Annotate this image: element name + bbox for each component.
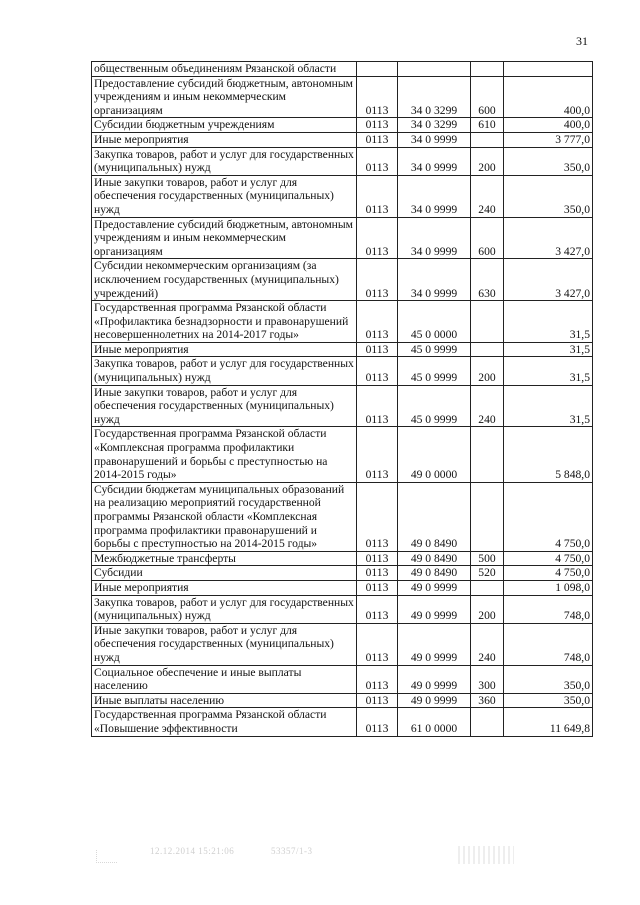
page-number: 31 [576, 34, 588, 48]
cell-target-article: 49 0 8490 [398, 482, 471, 551]
cell-name: Государственная программа Рязанской области «Повышение эффективности [92, 708, 357, 736]
cell-name: Социальное обеспечение и иные выплаты населению [92, 665, 357, 693]
cell-name: Иные мероприятия [92, 132, 357, 147]
cell-name: Иные мероприятия [92, 580, 357, 595]
cell-target-article: 49 0 8490 [398, 551, 471, 566]
table-row [92, 357, 593, 385]
cell-name: Государственная программа Рязанской области «Комплексная программа профилактики правонарушений и борьбы с преступностью на 2014-2015 годы» [92, 427, 357, 482]
cell-expense-type: 240 [471, 175, 504, 217]
table-row [92, 427, 593, 482]
cell-section: 0113 [357, 693, 398, 708]
cell-expense-type: 200 [471, 147, 504, 175]
cell-name: Субсидии некоммерческим организациям (за исключением государственных (муниципальных) учреждений) [92, 259, 357, 301]
cell-expense-type: 600 [471, 76, 504, 118]
cell-target-article: 34 0 9999 [398, 132, 471, 147]
cell-amount: 31,5 [504, 301, 593, 343]
cell-name: Государственная программа Рязанской области «Профилактика безнадзорности и правонарушений несовершеннолетних на 2014-2017 годы» [92, 301, 357, 343]
cell-target-article: 34 0 9999 [398, 217, 471, 259]
cell-name: общественным объединениям Рязанской области [92, 62, 357, 77]
cell-name: Предоставление субсидий бюджетным, автономным учреждениям и иным некоммерческим организациям [92, 76, 357, 118]
cell-expense-type [471, 427, 504, 482]
cell-amount: 748,0 [504, 595, 593, 623]
cell-expense-type: 200 [471, 357, 504, 385]
cell-section: 0113 [357, 551, 398, 566]
cell-target-article: 49 0 9999 [398, 580, 471, 595]
budget-table-body [92, 62, 593, 737]
cell-section: 0113 [357, 76, 398, 118]
cell-expense-type [471, 132, 504, 147]
cell-name: Иные мероприятия [92, 342, 357, 357]
footer-stamp [150, 846, 347, 856]
cell-target-article: 45 0 9999 [398, 342, 471, 357]
cell-target-article [398, 62, 471, 77]
cell-name: Предоставление субсидий бюджетным, автономным учреждениям и иным некоммерческим организациям [92, 217, 357, 259]
cell-name: Субсидии бюджетам муниципальных образований на реализацию мероприятий государственной программы Рязанской области «Комплексная программа профилактики правонарушений и борьбы с преступностью на 2014-2015 годы» [92, 482, 357, 551]
cell-amount: 31,5 [504, 385, 593, 427]
table-row [92, 580, 593, 595]
cell-name: Субсидии [92, 566, 357, 581]
cell-expense-type: 300 [471, 665, 504, 693]
cell-expense-type: 240 [471, 623, 504, 665]
cell-section: 0113 [357, 118, 398, 133]
cell-amount: 3 777,0 [504, 132, 593, 147]
cell-section: 0113 [357, 427, 398, 482]
cell-section: 0113 [357, 482, 398, 551]
table-row [92, 708, 593, 736]
table-row [92, 301, 593, 343]
cell-target-article: 34 0 9999 [398, 175, 471, 217]
table-row [92, 76, 593, 118]
table-row [92, 342, 593, 357]
cell-amount [504, 62, 593, 77]
margin-mark-left [96, 850, 117, 863]
cell-amount: 350,0 [504, 147, 593, 175]
cell-target-article: 34 0 9999 [398, 259, 471, 301]
cell-expense-type: 200 [471, 595, 504, 623]
table-row [92, 62, 593, 77]
cell-name: Межбюджетные трансферты [92, 551, 357, 566]
cell-target-article: 49 0 0000 [398, 427, 471, 482]
table-row [92, 147, 593, 175]
cell-section: 0113 [357, 357, 398, 385]
table-row [92, 665, 593, 693]
cell-target-article: 61 0 0000 [398, 708, 471, 736]
cell-section: 0113 [357, 342, 398, 357]
cell-section: 0113 [357, 132, 398, 147]
table-row [92, 551, 593, 566]
cell-expense-type [471, 62, 504, 77]
cell-expense-type: 360 [471, 693, 504, 708]
table-row [92, 595, 593, 623]
cell-amount: 3 427,0 [504, 217, 593, 259]
cell-section: 0113 [357, 566, 398, 581]
cell-name: Закупка товаров, работ и услуг для государственных (муниципальных) нужд [92, 595, 357, 623]
cell-expense-type: 500 [471, 551, 504, 566]
cell-name: Иные выплаты населению [92, 693, 357, 708]
cell-target-article: 34 0 3299 [398, 76, 471, 118]
cell-name: Закупка товаров, работ и услуг для государственных (муниципальных) нужд [92, 357, 357, 385]
table-row [92, 482, 593, 551]
cell-section: 0113 [357, 385, 398, 427]
cell-amount: 4 750,0 [504, 482, 593, 551]
cell-amount: 350,0 [504, 175, 593, 217]
cell-expense-type: 600 [471, 217, 504, 259]
cell-target-article: 45 0 9999 [398, 385, 471, 427]
cell-target-article: 49 0 9999 [398, 693, 471, 708]
cell-name: Закупка товаров, работ и услуг для государственных (муниципальных) нужд [92, 147, 357, 175]
cell-target-article: 49 0 8490 [398, 566, 471, 581]
cell-amount: 3 427,0 [504, 259, 593, 301]
cell-amount: 748,0 [504, 623, 593, 665]
cell-expense-type [471, 482, 504, 551]
cell-name: Иные закупки товаров, работ и услуг для обеспечения государственных (муниципальных) нужд [92, 385, 357, 427]
cell-name: Субсидии бюджетным учреждениям [92, 118, 357, 133]
cell-expense-type [471, 708, 504, 736]
cell-target-article: 49 0 9999 [398, 595, 471, 623]
cell-amount: 11 649,8 [504, 708, 593, 736]
cell-target-article: 49 0 9999 [398, 623, 471, 665]
cell-expense-type: 630 [471, 259, 504, 301]
margin-mark-right [458, 846, 514, 864]
cell-expense-type [471, 342, 504, 357]
cell-section: 0113 [357, 301, 398, 343]
cell-section: 0113 [357, 708, 398, 736]
table-row [92, 385, 593, 427]
cell-amount: 4 750,0 [504, 551, 593, 566]
table-row [92, 566, 593, 581]
cell-amount: 5 848,0 [504, 427, 593, 482]
cell-amount: 1 098,0 [504, 580, 593, 595]
cell-target-article: 45 0 0000 [398, 301, 471, 343]
cell-section: 0113 [357, 665, 398, 693]
table-row [92, 175, 593, 217]
budget-table [91, 61, 593, 737]
cell-section: 0113 [357, 595, 398, 623]
table-row [92, 693, 593, 708]
footer-stamp-id: 53357/1-3 [271, 846, 313, 856]
cell-amount: 400,0 [504, 76, 593, 118]
table-row [92, 132, 593, 147]
cell-section: 0113 [357, 175, 398, 217]
cell-amount: 4 750,0 [504, 566, 593, 581]
cell-target-article: 34 0 3299 [398, 118, 471, 133]
cell-amount: 400,0 [504, 118, 593, 133]
cell-amount: 350,0 [504, 665, 593, 693]
cell-section: 0113 [357, 580, 398, 595]
cell-target-article: 49 0 9999 [398, 665, 471, 693]
cell-section: 0113 [357, 623, 398, 665]
cell-section: 0113 [357, 217, 398, 259]
cell-section: 0113 [357, 147, 398, 175]
cell-target-article: 45 0 9999 [398, 357, 471, 385]
cell-name: Иные закупки товаров, работ и услуг для обеспечения государственных (муниципальных) нужд [92, 623, 357, 665]
cell-expense-type: 520 [471, 566, 504, 581]
cell-expense-type [471, 301, 504, 343]
cell-amount: 31,5 [504, 342, 593, 357]
footer-stamp-date: 12.12.2014 15:21:06 [150, 846, 235, 856]
cell-section [357, 62, 398, 77]
cell-target-article: 34 0 9999 [398, 147, 471, 175]
cell-expense-type: 240 [471, 385, 504, 427]
cell-expense-type [471, 580, 504, 595]
cell-name: Иные закупки товаров, работ и услуг для обеспечения государственных (муниципальных) нужд [92, 175, 357, 217]
table-row [92, 217, 593, 259]
cell-amount: 31,5 [504, 357, 593, 385]
cell-amount: 350,0 [504, 693, 593, 708]
cell-expense-type: 610 [471, 118, 504, 133]
table-row [92, 259, 593, 301]
cell-section: 0113 [357, 259, 398, 301]
table-row [92, 118, 593, 133]
table-row [92, 623, 593, 665]
